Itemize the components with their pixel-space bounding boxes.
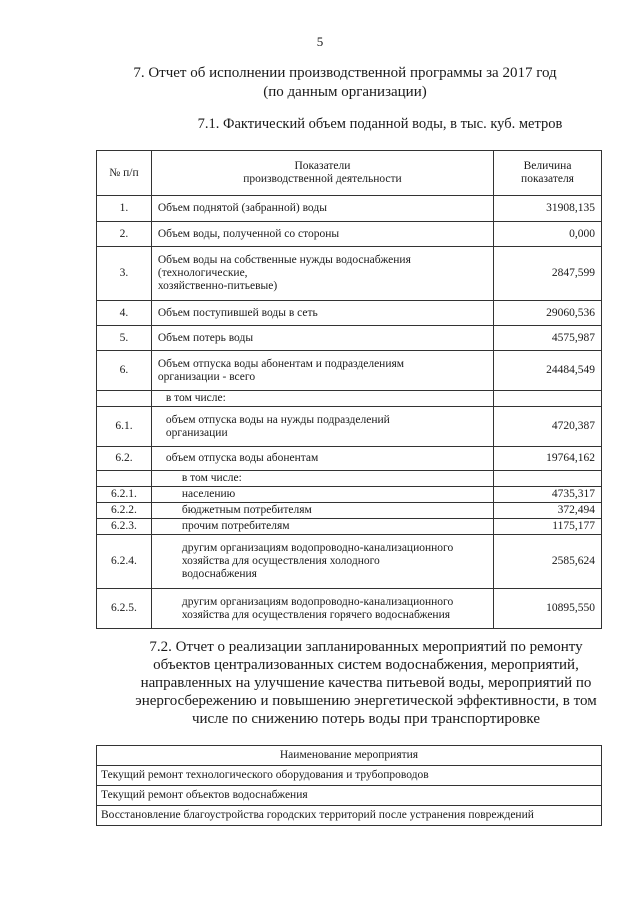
row-name-line: организации (165, 426, 228, 439)
row-num: 1. (97, 196, 152, 222)
row-value (494, 471, 602, 487)
row-num (97, 391, 152, 407)
row-name (151, 247, 493, 301)
measure-item: Текущий ремонт объектов водоснабжения (97, 786, 602, 806)
row-name: объем отпуска воды абонентам (151, 447, 493, 471)
row-name (151, 351, 493, 391)
page-number: 5 (316, 34, 324, 49)
table-row (97, 301, 602, 326)
section-7-2-title-line: числе по снижению потерь воды при транспортировке (191, 711, 541, 727)
measures-table (96, 745, 602, 826)
row-value: 19764,162 (494, 447, 602, 471)
section-7-title-line: (по данным организации) (263, 84, 427, 100)
row-num: 6.2.1. (97, 487, 152, 503)
row-name-line: (технологические, (157, 267, 248, 279)
section-7-2-title-line: объектов централизованных систем водоснабжения, мероприятий, (153, 657, 579, 673)
row-num: 6.2.3. (97, 519, 152, 535)
section-7-2-title-line: 7.2. Отчет о реализации запланированных мероприятий по ремонту (149, 639, 583, 655)
header-measure-name: Наименование мероприятия (97, 746, 602, 766)
row-num (97, 471, 152, 487)
header-value-line: Величина (523, 160, 572, 172)
section-7-2-title-line: энергосбережению и повышению энергетической эффективности, в том (135, 693, 597, 709)
table-row (97, 535, 602, 589)
row-num: 6.2.4. (97, 535, 152, 589)
section-7-title-line: 7. Отчет об исполнении производственной программы за 2017 год (133, 65, 557, 81)
row-name-line: хозяйства для осуществления горячего водоснабжения (181, 608, 451, 621)
row-name-line: водоснабжения (181, 568, 257, 580)
row-num: 6.2.5. (97, 589, 152, 629)
table-row (97, 487, 602, 503)
section-7-2-title-line: направленных на улучшение качества питьевой воды, мероприятий по (140, 675, 592, 691)
row-name: в том числе: (151, 391, 493, 407)
row-num: 6. (97, 351, 152, 391)
table-row (97, 806, 602, 826)
row-value (494, 391, 602, 407)
table-row (97, 326, 602, 351)
row-value: 2847,599 (494, 247, 602, 301)
table-row (97, 222, 602, 247)
row-num: 6.2. (97, 447, 152, 471)
measure-item: Восстановление благоустройства городских территорий после устранения повреждений (97, 806, 602, 826)
row-value: 1175,177 (494, 519, 602, 535)
row-name-line: организации - всего (157, 370, 256, 383)
row-name-line: Объем воды на собственные нужды водоснабжения (157, 254, 411, 266)
row-name (151, 535, 493, 589)
table-header-row (97, 151, 602, 196)
header-indicator-line: Показатели (294, 160, 351, 172)
row-num: 6.1. (97, 407, 152, 447)
row-name-line: другим организациям водопроводно-канализационного (181, 595, 454, 608)
row-name-line: объем отпуска воды на нужды подразделений (165, 413, 390, 426)
header-value-line: показателя (521, 173, 574, 185)
row-name-line: другим организациям водопроводно-канализационного (181, 542, 454, 554)
measure-item: Текущий ремонт технологического оборудования и трубопроводов (97, 766, 602, 786)
row-num: 5. (97, 326, 152, 351)
row-name-line: хозяйственно-питьевые) (157, 280, 278, 292)
row-value: 2585,624 (494, 535, 602, 589)
header-num: № п/п (97, 151, 152, 196)
table-row (97, 519, 602, 535)
row-value: 4720,387 (494, 407, 602, 447)
row-value: 4735,317 (494, 487, 602, 503)
row-value: 29060,536 (494, 301, 602, 326)
row-num: 2. (97, 222, 152, 247)
table-row (97, 786, 602, 806)
row-value: 372,494 (494, 503, 602, 519)
table-row (97, 407, 602, 447)
row-name-line: хозяйства для осуществления холодного (181, 555, 380, 567)
row-value: 10895,550 (494, 589, 602, 629)
table-row (97, 351, 602, 391)
section-7-1-title: 7.1. Фактический объем поданной воды, в тыс. куб. метров (197, 116, 563, 132)
row-name: Объем поднятой (забранной) воды (151, 196, 493, 222)
table-row (97, 391, 602, 407)
section-7-2-title (116, 638, 616, 728)
table-row (97, 589, 602, 629)
row-name: прочим потребителям (151, 519, 493, 535)
row-value: 4575,987 (494, 326, 602, 351)
row-num: 3. (97, 247, 152, 301)
table-row (97, 196, 602, 222)
row-name: Объем поступившей воды в сеть (151, 301, 493, 326)
table-row (97, 503, 602, 519)
header-indicator-line: производственной деятельности (243, 173, 402, 185)
table-row (97, 247, 602, 301)
row-name (151, 407, 493, 447)
row-name: Объем потерь воды (151, 326, 493, 351)
row-name: в том числе: (151, 471, 493, 487)
table-row (97, 471, 602, 487)
row-name: населению (151, 487, 493, 503)
table-row (97, 447, 602, 471)
table-header-row (97, 746, 602, 766)
row-num: 4. (97, 301, 152, 326)
table-row (97, 766, 602, 786)
row-name: бюджетным потребителям (151, 503, 493, 519)
water-volume-table (96, 150, 602, 629)
row-value: 0,000 (494, 222, 602, 247)
row-num: 6.2.2. (97, 503, 152, 519)
row-name (151, 589, 493, 629)
row-name-line: Объем отпуска воды абонентам и подразделениям (157, 357, 405, 370)
row-value: 31908,135 (494, 196, 602, 222)
header-value (494, 151, 602, 196)
header-indicator (151, 151, 493, 196)
section-7-title (130, 64, 560, 102)
row-name: Объем воды, полученной со стороны (151, 222, 493, 247)
row-value: 24484,549 (494, 351, 602, 391)
